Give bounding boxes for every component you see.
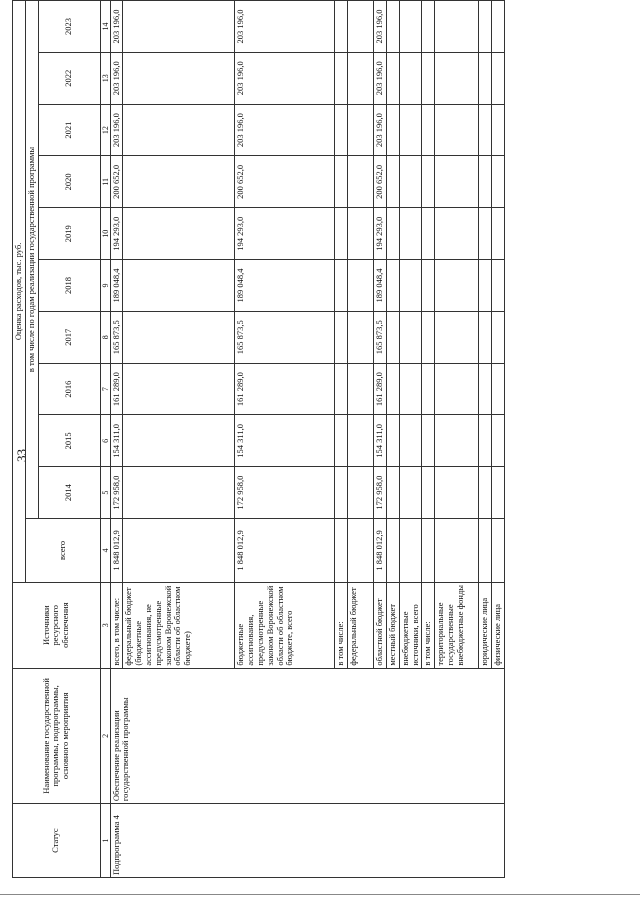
- source-value-2019: [422, 208, 435, 260]
- source-value-2015: [348, 415, 374, 467]
- header-year-2019: 2019: [38, 208, 100, 260]
- source-value-2016: [399, 363, 422, 415]
- source-value-2020: [399, 156, 422, 208]
- source-value-2019: [123, 208, 235, 260]
- source-value-2020: 200 652,0: [110, 156, 123, 208]
- column-number: 10: [100, 208, 110, 260]
- source-value-2016: 161 289,0: [374, 363, 387, 415]
- source-value-2022: 203 196,0: [235, 52, 335, 104]
- source-value-2015: [422, 415, 435, 467]
- source-value-2015: [435, 415, 479, 467]
- column-number: 7: [100, 363, 110, 415]
- source-value-2021: [335, 104, 348, 156]
- source-value-2018: [435, 260, 479, 312]
- column-number: 6: [100, 415, 110, 467]
- source-value-2022: [335, 52, 348, 104]
- source-value-2015: [479, 415, 492, 467]
- source-value-2021: 203 196,0: [235, 104, 335, 156]
- source-value-2020: 200 652,0: [235, 156, 335, 208]
- source-label: местный бюджет: [387, 582, 400, 668]
- source-value-2015: 154 311,0: [235, 415, 335, 467]
- source-value-2023: [335, 1, 348, 53]
- source-value-2021: [435, 104, 479, 156]
- source-value-2023: [479, 1, 492, 53]
- header-name: Наименование государственной программы, подпрограммы, основного мероприятия: [13, 668, 101, 803]
- source-value-2020: 200 652,0: [374, 156, 387, 208]
- source-value-2022: [479, 52, 492, 104]
- source-value-2022: [399, 52, 422, 104]
- source-value-2019: [399, 208, 422, 260]
- source-total: [348, 519, 374, 583]
- source-value-2016: [491, 363, 504, 415]
- page-number: 33: [14, 449, 29, 462]
- source-value-2016: [422, 363, 435, 415]
- source-value-2020: [491, 156, 504, 208]
- column-number: 2: [100, 668, 110, 803]
- header-year-2015: 2015: [38, 415, 100, 467]
- source-label: федеральный бюджет: [348, 582, 374, 668]
- source-value-2015: [335, 415, 348, 467]
- header-year-2022: 2022: [38, 52, 100, 104]
- column-number: 14: [100, 1, 110, 53]
- source-value-2017: [399, 311, 422, 363]
- header-year-2021: 2021: [38, 104, 100, 156]
- source-value-2014: [348, 467, 374, 519]
- column-number: 4: [100, 519, 110, 583]
- source-value-2017: [335, 311, 348, 363]
- source-value-2015: [399, 415, 422, 467]
- source-value-2021: [399, 104, 422, 156]
- source-total: [123, 519, 235, 583]
- source-value-2016: [123, 363, 235, 415]
- source-value-2014: [399, 467, 422, 519]
- source-value-2023: 203 196,0: [374, 1, 387, 53]
- source-value-2018: 189 048,4: [374, 260, 387, 312]
- source-label: бюджетные ассигнования, предусмотренные законом Воронежской области об областном бюджете, всего: [235, 582, 335, 668]
- header-year-2017: 2017: [38, 311, 100, 363]
- source-value-2021: 203 196,0: [110, 104, 123, 156]
- column-number: 8: [100, 311, 110, 363]
- source-value-2018: [335, 260, 348, 312]
- source-total: [422, 519, 435, 583]
- source-value-2014: [479, 467, 492, 519]
- source-value-2019: [335, 208, 348, 260]
- source-total: [491, 519, 504, 583]
- source-value-2021: [123, 104, 235, 156]
- source-label: в том числе:: [422, 582, 435, 668]
- source-value-2015: 154 311,0: [374, 415, 387, 467]
- source-value-2020: [335, 156, 348, 208]
- source-total: [479, 519, 492, 583]
- source-total: [399, 519, 422, 583]
- source-value-2016: 161 289,0: [110, 363, 123, 415]
- source-value-2019: [479, 208, 492, 260]
- source-value-2017: 165 873,5: [110, 311, 123, 363]
- source-value-2023: 203 196,0: [235, 1, 335, 53]
- source-value-2023: 203 196,0: [110, 1, 123, 53]
- source-value-2018: [479, 260, 492, 312]
- source-value-2018: [422, 260, 435, 312]
- source-label: всего, в том числе:: [110, 582, 123, 668]
- source-value-2017: [479, 311, 492, 363]
- source-label: федеральный бюджет (бюджетные ассигнования, не предусмотренные законом Воронежской области об областном бюджете): [123, 582, 235, 668]
- source-value-2016: [335, 363, 348, 415]
- column-number: 11: [100, 156, 110, 208]
- header-year-2018: 2018: [38, 260, 100, 312]
- column-number: 1: [100, 804, 110, 878]
- header-total: всего: [25, 519, 100, 583]
- source-value-2014: [123, 467, 235, 519]
- source-value-2018: [123, 260, 235, 312]
- source-value-2021: [479, 104, 492, 156]
- source-value-2016: [479, 363, 492, 415]
- source-label: физические лица: [491, 582, 504, 668]
- source-value-2019: [387, 208, 400, 260]
- source-value-2019: 194 293,0: [235, 208, 335, 260]
- column-number: 3: [100, 582, 110, 668]
- source-total: [335, 519, 348, 583]
- source-value-2014: [435, 467, 479, 519]
- source-value-2020: [348, 156, 374, 208]
- source-value-2021: [491, 104, 504, 156]
- source-value-2017: 165 873,5: [374, 311, 387, 363]
- source-value-2018: [491, 260, 504, 312]
- column-number: 13: [100, 52, 110, 104]
- header-status: Статус: [13, 804, 101, 878]
- source-label: юридические лица: [479, 582, 492, 668]
- source-total: 1 848 012,9: [235, 519, 335, 583]
- source-value-2015: [491, 415, 504, 467]
- source-value-2022: [491, 52, 504, 104]
- scan-edge-line: [0, 894, 640, 895]
- source-value-2019: 194 293,0: [110, 208, 123, 260]
- source-value-2017: [435, 311, 479, 363]
- source-value-2019: [491, 208, 504, 260]
- source-value-2015: 154 311,0: [110, 415, 123, 467]
- source-value-2019: [348, 208, 374, 260]
- source-value-2017: [387, 311, 400, 363]
- source-value-2018: [399, 260, 422, 312]
- source-value-2022: [422, 52, 435, 104]
- source-value-2023: [491, 1, 504, 53]
- source-value-2023: [422, 1, 435, 53]
- header-year-2014: 2014: [38, 467, 100, 519]
- budget-table: [12, 0, 505, 878]
- header-year-2016: 2016: [38, 363, 100, 415]
- source-value-2016: 161 289,0: [235, 363, 335, 415]
- source-value-2021: [348, 104, 374, 156]
- source-value-2017: [123, 311, 235, 363]
- row-status: Подпрограмма 4: [110, 804, 504, 878]
- source-value-2014: [387, 467, 400, 519]
- source-value-2022: 203 196,0: [110, 52, 123, 104]
- header-year-2023: 2023: [38, 1, 100, 53]
- source-value-2014: 172 958,0: [235, 467, 335, 519]
- source-value-2020: [123, 156, 235, 208]
- source-value-2022: [348, 52, 374, 104]
- header-by-years: в том числе по годам реализации государственной программы: [25, 1, 38, 519]
- source-value-2018: [387, 260, 400, 312]
- source-total: [435, 519, 479, 583]
- source-total: [387, 519, 400, 583]
- source-value-2019: [435, 208, 479, 260]
- source-label: внебюджетные источники, всего: [399, 582, 422, 668]
- source-total: 1 848 012,9: [110, 519, 123, 583]
- source-value-2016: [435, 363, 479, 415]
- source-value-2022: 203 196,0: [374, 52, 387, 104]
- header-estimate: Оценка расходов, тыс. руб.: [13, 1, 26, 583]
- source-value-2018: [348, 260, 374, 312]
- source-value-2020: [479, 156, 492, 208]
- source-value-2014: [335, 467, 348, 519]
- source-value-2023: [387, 1, 400, 53]
- column-number: 9: [100, 260, 110, 312]
- source-label: областной бюджет: [374, 582, 387, 668]
- source-value-2017: [491, 311, 504, 363]
- source-value-2017: 165 873,5: [235, 311, 335, 363]
- source-value-2016: [387, 363, 400, 415]
- source-value-2015: [123, 415, 235, 467]
- source-value-2023: [348, 1, 374, 53]
- source-value-2019: 194 293,0: [374, 208, 387, 260]
- source-value-2016: [348, 363, 374, 415]
- header-sources: Источники ресурсного обеспечения: [13, 582, 101, 668]
- source-value-2018: 189 048,4: [110, 260, 123, 312]
- header-year-2020: 2020: [38, 156, 100, 208]
- source-label: в том числе:: [335, 582, 348, 668]
- source-value-2017: [348, 311, 374, 363]
- source-value-2023: [435, 1, 479, 53]
- source-value-2023: [123, 1, 235, 53]
- row-name: Обеспечение реализации государственной программы: [110, 668, 504, 803]
- source-value-2021: [387, 104, 400, 156]
- column-number: 12: [100, 104, 110, 156]
- source-value-2022: [123, 52, 235, 104]
- source-value-2014: 172 958,0: [374, 467, 387, 519]
- column-number: 5: [100, 467, 110, 519]
- table-row: [110, 1, 123, 878]
- source-value-2020: [435, 156, 479, 208]
- source-value-2020: [422, 156, 435, 208]
- source-value-2021: [422, 104, 435, 156]
- source-value-2015: [387, 415, 400, 467]
- source-value-2020: [387, 156, 400, 208]
- source-value-2017: [422, 311, 435, 363]
- source-label: территориальные государственные внебюджетные фонды: [435, 582, 479, 668]
- source-value-2014: [491, 467, 504, 519]
- source-total: 1 848 012,9: [374, 519, 387, 583]
- source-value-2023: [399, 1, 422, 53]
- source-value-2018: 189 048,4: [235, 260, 335, 312]
- source-value-2014: [422, 467, 435, 519]
- source-value-2022: [387, 52, 400, 104]
- source-value-2021: 203 196,0: [374, 104, 387, 156]
- source-value-2014: 172 958,0: [110, 467, 123, 519]
- source-value-2022: [435, 52, 479, 104]
